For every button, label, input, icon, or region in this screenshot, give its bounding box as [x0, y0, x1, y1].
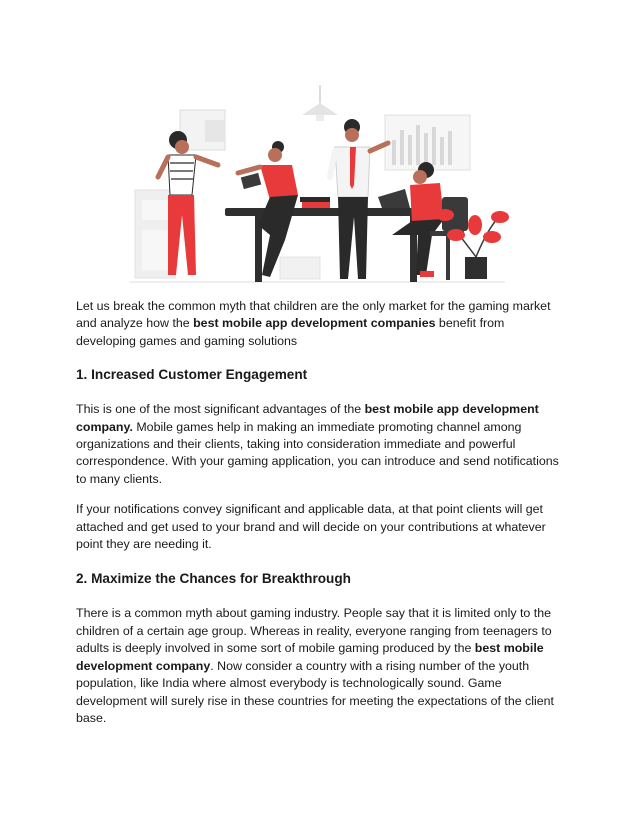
intro-paragraph: Let us break the common myth that children are the only market for the gaming market and analyze how the best mobile app development companies benefit from developing games and gaming solutions	[76, 299, 551, 348]
section1-heading: 1. Increased Customer Engagement	[76, 367, 308, 383]
team-meeting-illustration	[120, 85, 520, 290]
section2-bold-phrase: best mobile development company	[76, 641, 544, 673]
intro-bold-phrase: best mobile app development companies	[193, 316, 436, 331]
section1-paragraph1: This is one of the most significant advantages of the best mobile app development company. Mobile games help in making an immediate promoting channel among organizations and their clients, taking into consideration immediate and powerful correspondence. With your gaming application, you can introduce and send notifications to many clients.	[76, 402, 559, 486]
section1-bold-phrase: best mobile app development company.	[76, 402, 539, 434]
section1-paragraph2: If your notifications convey significant and applicable data, at that point clients will get attached and get used to your brand and will decide on your contributions at whatever point they are needing it.	[76, 502, 546, 552]
section2-paragraph1: There is a common myth about gaming industry. People say that it is limited only to the children of a certain age group. Whereas in reality, everyone ranging from teenagers to adults is deeply involved in some sort of mobile gaming produced by the best mobile development company. Now consider a country with a rising number of the youth population, like India where almost everybody is technologically sound. Game development will surely rise in these countries for meeting the expectations of the client base.	[76, 606, 554, 725]
section2-heading: 2. Maximize the Chances for Breakthrough	[76, 571, 351, 587]
article-body	[76, 298, 564, 727]
